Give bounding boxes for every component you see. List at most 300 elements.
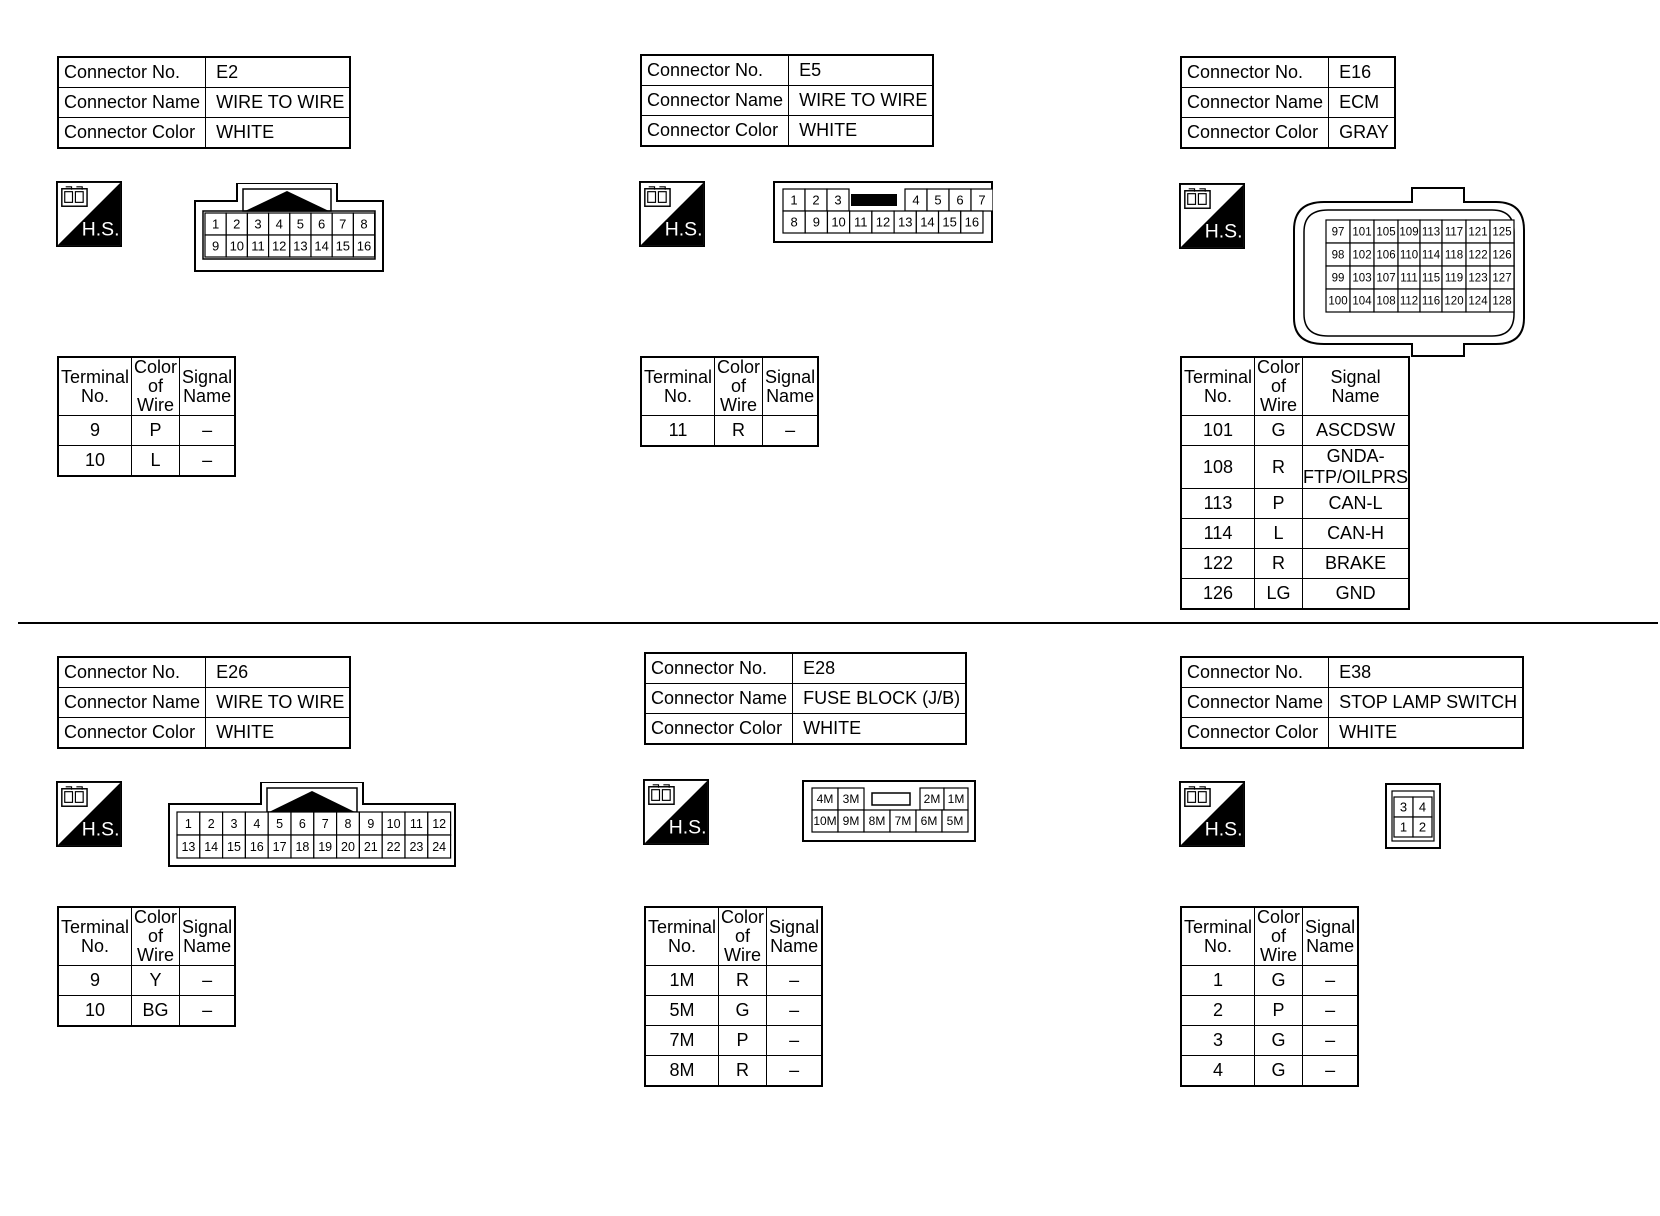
harness-side-icon (643, 779, 709, 845)
harness-connector-icon (645, 187, 670, 206)
wire-color-cell: G (719, 996, 767, 1026)
pin-label: 7 (321, 816, 329, 831)
connector-no-row (58, 57, 350, 88)
terminal-no-cell: 114 (1181, 519, 1255, 549)
section-divider (18, 622, 1658, 624)
pin-label: 108 (1376, 295, 1396, 308)
hs-label: H.S. (1204, 220, 1243, 243)
wire-label: Wire (1260, 395, 1298, 415)
connector-no-value: E28 (793, 653, 967, 684)
color-of-wire-header (132, 357, 180, 416)
pin-label: 12 (875, 214, 891, 230)
table-row (1181, 966, 1358, 996)
pin-label: 125 (1492, 226, 1512, 239)
signal-name-cell: – (180, 966, 236, 996)
connector-no-label: Connector No. (58, 57, 206, 88)
terminal-no-header: Terminal No. (641, 357, 715, 416)
terminal-no-cell: 9 (58, 416, 132, 446)
harness-connector-icon (62, 187, 87, 206)
pin-label: 114 (1421, 249, 1441, 262)
pin-label: 107 (1376, 272, 1396, 285)
connector-no-value: E5 (789, 55, 934, 86)
pin-label: 3 (230, 816, 238, 831)
signal-name-cell: CAN-L (1303, 489, 1410, 519)
wire-color-cell: P (1255, 996, 1303, 1026)
connector-color-row (58, 118, 350, 149)
pin-label: 101 (1352, 226, 1372, 239)
color-of-label: Color of (721, 907, 765, 946)
pin-label: 15 (335, 238, 351, 254)
pin-label: 24 (432, 839, 447, 854)
pin-label: 2M (923, 792, 941, 807)
terminal-no-header: Terminal No. (645, 907, 719, 966)
wire-label: Wire (137, 395, 175, 415)
connector-name-row (58, 688, 350, 718)
connector-name-row (1181, 688, 1523, 718)
pin-label: 105 (1376, 226, 1396, 239)
signal-name-cell: – (180, 416, 236, 446)
connector-name-row (58, 88, 350, 118)
pin-label: 100 (1328, 295, 1348, 308)
pin-label: 14 (204, 839, 219, 854)
terminal-no-cell: 1 (1181, 966, 1255, 996)
pin-label: 2 (207, 816, 215, 831)
connector-info-table (57, 656, 351, 749)
connector-no-value: E2 (206, 57, 351, 88)
pin-label: 8 (344, 816, 352, 831)
terminal-table-header (1181, 907, 1358, 966)
terminal-no-cell: 4 (1181, 1056, 1255, 1087)
connector-color-row (1181, 118, 1395, 149)
table-row (1181, 1026, 1358, 1056)
signal-name-cell: – (1303, 966, 1359, 996)
pin-label: 15 (942, 214, 957, 230)
wire-color-cell: R (719, 1056, 767, 1087)
terminal-no-cell: 113 (1181, 489, 1255, 519)
harness-connector-icon (649, 785, 674, 804)
connector-face-diagram (802, 780, 976, 842)
table-row (645, 1056, 822, 1087)
pin-label: 118 (1444, 249, 1464, 262)
pin-label: 1M (947, 792, 965, 807)
terminal-table-header (58, 357, 235, 416)
connector-color-value: WHITE (789, 116, 934, 147)
pin-label: 116 (1421, 295, 1441, 308)
table-row (58, 446, 235, 477)
pin-label: 106 (1376, 249, 1396, 262)
pin-label: 5 (276, 816, 284, 831)
pin-label: 7 (978, 192, 986, 208)
pin-label: 1 (790, 192, 798, 208)
wire-color-cell: R (715, 416, 763, 447)
pin-label: 111 (1400, 272, 1418, 285)
connector-name-row (641, 86, 933, 116)
connector-no-row (641, 55, 933, 86)
terminal-no-cell: 1M (645, 966, 719, 996)
connector-color-row (58, 718, 350, 749)
pin-label: 13 (293, 238, 308, 254)
wire-color-cell: G (1255, 1026, 1303, 1056)
terminal-no-cell: 7M (645, 1026, 719, 1056)
pin-label: 124 (1468, 295, 1488, 308)
wire-color-cell: Y (132, 966, 180, 996)
terminal-table-header (58, 907, 235, 966)
table-row (645, 1026, 822, 1056)
pin-label: 14 (920, 214, 935, 230)
pin-label: 11 (854, 214, 868, 230)
wire-label: Wire (724, 945, 762, 965)
pin-label: 112 (1399, 295, 1419, 308)
connector-name-value: WIRE TO WIRE (206, 88, 351, 118)
pin-label: 121 (1468, 226, 1488, 239)
wire-color-cell: L (1255, 519, 1303, 549)
terminal-no-cell: 10 (58, 446, 132, 477)
connector-no-label: Connector No. (1181, 57, 1329, 88)
pin-label: 22 (386, 839, 401, 854)
connector-name-value: FUSE BLOCK (J/B) (793, 684, 967, 714)
connector-face-diagram (193, 183, 385, 273)
pin-label: 98 (1331, 249, 1345, 262)
color-of-wire-header (1255, 357, 1303, 416)
connector-info-table (640, 54, 934, 147)
table-row (58, 966, 235, 996)
wire-label: Wire (720, 395, 758, 415)
pin-label: 4 (253, 816, 261, 831)
pin-label: 8 (360, 216, 368, 232)
color-of-label: Color of (1257, 907, 1301, 946)
terminal-no-cell: 122 (1181, 549, 1255, 579)
table-row (1181, 996, 1358, 1026)
pin-label: 12 (271, 238, 287, 254)
pin-label: 16 (249, 839, 264, 854)
pin-label: 9 (367, 816, 375, 831)
connector-no-row (645, 653, 966, 684)
connector-no-value: E38 (1329, 657, 1524, 688)
connector-no-label: Connector No. (1181, 657, 1329, 688)
connector-name-value: WIRE TO WIRE (789, 86, 934, 116)
pin-label: 13 (897, 214, 913, 230)
pin-label: 17 (272, 839, 287, 854)
pin-label: 102 (1352, 249, 1372, 262)
pin-label: 5M (946, 814, 964, 829)
pin-label: 6 (298, 816, 306, 831)
wire-color-cell: R (1255, 446, 1303, 489)
connector-name-label: Connector Name (1181, 688, 1329, 718)
connector-info-table (1180, 656, 1524, 749)
hs-label: H.S. (1204, 818, 1243, 841)
color-of-label: Color of (134, 357, 178, 396)
pin-label: 11 (251, 238, 265, 254)
pin-label: 4M (816, 792, 834, 807)
connector-color-value: WHITE (1329, 718, 1524, 749)
terminal-table-header (641, 357, 818, 416)
harness-side-icon (56, 781, 122, 847)
pin-label: 127 (1492, 272, 1512, 285)
pin-label: 9 (812, 214, 820, 230)
pin-label: 113 (1421, 226, 1441, 239)
color-of-label: Color of (717, 357, 761, 396)
connector-name-label: Connector Name (58, 88, 206, 118)
wire-color-cell: G (1255, 416, 1303, 446)
terminal-table (1180, 906, 1359, 1087)
hs-label: H.S. (664, 218, 703, 241)
connector-color-label: Connector Color (1181, 718, 1329, 749)
terminal-no-cell: 101 (1181, 416, 1255, 446)
pin-label: 11 (409, 816, 423, 831)
harness-side-icon (1179, 183, 1245, 249)
pin-label: 128 (1492, 295, 1512, 308)
terminal-no-cell: 8M (645, 1056, 719, 1087)
pin-label: 10 (229, 238, 245, 254)
connector-name-value: STOP LAMP SWITCH (1329, 688, 1524, 718)
wire-color-cell: G (1255, 966, 1303, 996)
harness-connector-icon (1185, 189, 1210, 208)
pin-label: 109 (1399, 226, 1419, 239)
terminal-table-header (645, 907, 822, 966)
pin-label: 103 (1352, 272, 1372, 285)
pin-label: 5 (934, 192, 942, 208)
signal-name-cell: – (180, 446, 236, 477)
hs-label: H.S. (668, 816, 707, 839)
pin-label: 9 (211, 238, 220, 254)
pin-label: 2 (1418, 819, 1427, 835)
terminal-no-cell: 5M (645, 996, 719, 1026)
wire-color-cell: L (132, 446, 180, 477)
pin-label: 5 (296, 216, 305, 232)
terminal-table (644, 906, 823, 1087)
signal-name-cell: ASCDSW (1303, 416, 1410, 446)
signal-name-cell: GNDA-FTP/OILPRS (1303, 446, 1409, 487)
pin-label: 1 (1399, 819, 1408, 835)
pin-label: 99 (1331, 272, 1345, 285)
terminal-table-header (1181, 357, 1409, 416)
color-of-wire-header (719, 907, 767, 966)
pin-label: 3 (834, 192, 842, 208)
signal-name-cell: – (767, 1056, 823, 1087)
signal-name-cell: – (1303, 1056, 1359, 1087)
terminal-no-header: Terminal No. (58, 907, 132, 966)
table-row (645, 966, 822, 996)
connector-no-label: Connector No. (58, 657, 206, 688)
color-of-label: Color of (134, 907, 178, 946)
connector-name-label: Connector Name (645, 684, 793, 714)
connector-color-label: Connector Color (58, 718, 206, 749)
pin-label: 8M (868, 814, 886, 829)
signal-name-cell: – (1303, 1026, 1359, 1056)
terminal-no-header: Terminal No. (1181, 907, 1255, 966)
connector-no-label: Connector No. (645, 653, 793, 684)
table-row (1181, 416, 1409, 446)
pin-label: 3 (1399, 799, 1408, 815)
terminal-no-cell: 3 (1181, 1026, 1255, 1056)
table-row (1181, 579, 1409, 610)
terminal-no-cell: 11 (641, 416, 715, 447)
connector-info-table (1180, 56, 1396, 149)
terminal-no-header: Terminal No. (58, 357, 132, 416)
pin-label: 6 (956, 192, 964, 208)
pin-label: 6M (920, 814, 938, 829)
pin-label: 10 (831, 214, 846, 230)
signal-name-header: Signal Name (180, 907, 236, 966)
color-of-wire-header (1255, 907, 1303, 966)
pin-label: 15 (227, 839, 241, 854)
terminal-no-cell: 108 (1181, 446, 1255, 489)
signal-name-cell: CAN-H (1303, 519, 1410, 549)
terminal-no-cell: 126 (1181, 579, 1255, 610)
pin-label: 4 (275, 216, 283, 232)
connector-color-row (641, 116, 933, 147)
connector-no-value: E16 (1329, 57, 1395, 88)
connector-name-value: WIRE TO WIRE (206, 688, 351, 718)
signal-name-header: Signal Name (1303, 357, 1410, 416)
signal-name-cell: – (763, 416, 819, 447)
pin-label: 7M (894, 814, 912, 829)
connector-face-diagram (773, 181, 993, 243)
harness-connector-icon (1185, 787, 1210, 806)
pin-label: 115 (1421, 272, 1441, 285)
wire-label: Wire (1260, 945, 1298, 965)
color-of-wire-header (132, 907, 180, 966)
connector-color-label: Connector Color (641, 116, 789, 147)
connector-color-row (645, 714, 966, 745)
connector-no-row (58, 657, 350, 688)
table-row (1181, 519, 1409, 549)
table-row (1181, 489, 1409, 519)
signal-name-header: Signal Name (180, 357, 236, 416)
connector-color-value: WHITE (206, 118, 351, 149)
connector-no-row (1181, 57, 1395, 88)
wire-color-cell: P (1255, 489, 1303, 519)
connector-name-label: Connector Name (58, 688, 206, 718)
pin-label: 3 (254, 216, 262, 232)
wire-color-cell: BG (132, 996, 180, 1027)
pin-label: 12 (432, 816, 447, 831)
hs-label: H.S. (81, 818, 120, 841)
terminal-table (640, 356, 819, 447)
pin-label: 14 (314, 238, 329, 254)
hs-label: H.S. (81, 218, 120, 241)
connector-name-label: Connector Name (641, 86, 789, 116)
wire-color-cell: R (719, 966, 767, 996)
signal-name-cell: – (1303, 996, 1359, 1026)
pin-label: 18 (295, 839, 310, 854)
wire-color-cell: R (1255, 549, 1303, 579)
connector-color-value: WHITE (206, 718, 351, 749)
connector-name-value: ECM (1329, 88, 1395, 118)
pin-label: 13 (181, 839, 196, 854)
connector-info-table (57, 56, 351, 149)
pin-label: 8 (790, 214, 798, 230)
connector-face-diagram (1385, 783, 1441, 849)
pin-label: 9M (842, 814, 860, 829)
connector-no-label: Connector No. (641, 55, 789, 86)
wire-color-cell: LG (1255, 579, 1303, 610)
pin-label: 123 (1468, 272, 1488, 285)
pin-label: 1 (211, 216, 220, 232)
connector-face-diagram (167, 782, 457, 868)
pin-label: 97 (1331, 226, 1345, 239)
wire-label: Wire (137, 945, 175, 965)
pin-label: 126 (1492, 249, 1512, 262)
pin-label: 1 (184, 816, 192, 831)
terminal-table (1180, 356, 1410, 610)
connector-color-label: Connector Color (58, 118, 206, 149)
connector-name-label: Connector Name (1181, 88, 1329, 118)
pin-label: 122 (1468, 249, 1488, 262)
pin-label: 120 (1444, 295, 1464, 308)
connector-color-row (1181, 718, 1523, 749)
terminal-no-header: Terminal No. (1181, 357, 1255, 416)
pin-label: 23 (409, 839, 424, 854)
harness-side-icon (56, 181, 122, 247)
harness-side-icon (639, 181, 705, 247)
connector-color-value: WHITE (793, 714, 967, 745)
table-row (58, 416, 235, 446)
connector-face-diagram (1288, 186, 1528, 358)
terminal-no-cell: 10 (58, 996, 132, 1027)
signal-name-cell: – (180, 996, 236, 1027)
signal-name-header: Signal Name (767, 907, 823, 966)
table-row (1181, 1056, 1358, 1087)
signal-name-header: Signal Name (763, 357, 819, 416)
signal-name-cell: – (767, 966, 823, 996)
pin-label: 21 (363, 839, 378, 854)
pin-label: 16 (964, 214, 980, 230)
connector-name-row (1181, 88, 1395, 118)
connector-color-label: Connector Color (645, 714, 793, 745)
color-of-wire-header (715, 357, 763, 416)
harness-connector-icon (62, 787, 87, 806)
pin-label: 117 (1444, 226, 1464, 239)
pin-label: 10 (386, 816, 401, 831)
pin-label: 104 (1352, 295, 1372, 308)
table-row (645, 996, 822, 1026)
signal-name-cell: BRAKE (1303, 549, 1410, 579)
pin-label: 2 (812, 192, 820, 208)
pin-label: 4 (1418, 799, 1427, 815)
signal-name-cell: – (767, 996, 823, 1026)
signal-name-header: Signal Name (1303, 907, 1359, 966)
signal-name-cell: – (767, 1026, 823, 1056)
wire-color-cell: P (719, 1026, 767, 1056)
pin-label: 110 (1399, 249, 1419, 262)
connector-color-value: GRAY (1329, 118, 1395, 149)
color-of-label: Color of (1257, 357, 1301, 396)
pin-label: 20 (341, 839, 355, 854)
pin-label: 19 (318, 839, 333, 854)
table-row (1181, 549, 1409, 579)
pin-label: 3M (842, 792, 860, 807)
terminal-no-cell: 9 (58, 966, 132, 996)
pin-label: 4 (912, 192, 920, 208)
pin-label: 16 (356, 238, 372, 254)
table-row (58, 996, 235, 1027)
wire-color-cell: P (132, 416, 180, 446)
pin-label: 6 (317, 216, 326, 232)
table-row (641, 416, 818, 447)
pin-label: 2 (233, 216, 241, 232)
table-row (1181, 446, 1409, 489)
connector-info-table (644, 652, 967, 745)
connector-color-label: Connector Color (1181, 118, 1329, 149)
connector-no-row (1181, 657, 1523, 688)
connector-no-value: E26 (206, 657, 351, 688)
pin-label: 119 (1444, 272, 1464, 285)
wire-color-cell: G (1255, 1056, 1303, 1087)
harness-side-icon (1179, 781, 1245, 847)
terminal-no-cell: 2 (1181, 996, 1255, 1026)
pin-label: 7 (339, 216, 347, 232)
